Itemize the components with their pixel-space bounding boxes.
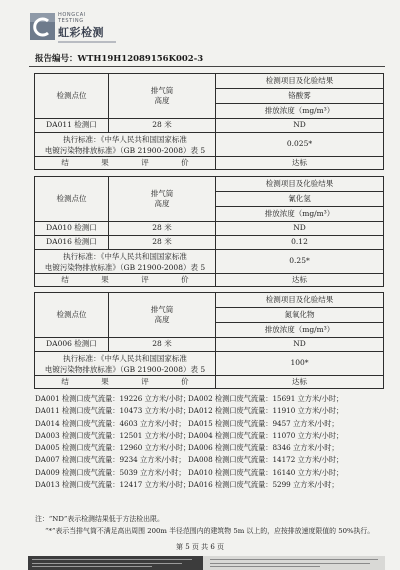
evaluation-row [35, 157, 384, 170]
report-number-value: WTH19H12089156K002-3 [77, 54, 204, 64]
sampling-point: DA006 检测口 [35, 338, 109, 352]
test-item-name: 氮氧化物 [216, 308, 384, 323]
evaluation-result: 达标 [216, 157, 384, 170]
header-point: 检测点位 [35, 74, 109, 119]
test-item-name: 铬酸雾 [216, 89, 384, 104]
footer-text-line [32, 559, 192, 560]
flow-entry: DA008 检测口废气流量：14172 立方米/小时； [188, 455, 344, 465]
unit-label: 排放浓度（mg/m³） [216, 207, 384, 222]
unit-label: 排放浓度（mg/m³） [216, 323, 384, 338]
exhaust-flow-list [35, 393, 385, 491]
page-number: 第 5 页 共 6 页 [175, 543, 225, 551]
standard-text [35, 352, 216, 376]
flow-entry: DA010 检测口废气流量：16140 立方米/小时； [188, 467, 344, 477]
standard-line: 电镀污染物排放标准》（GB 21900-2008）表 5 [44, 262, 206, 272]
flow-row [35, 479, 385, 491]
stack-height: 28 米 [109, 222, 216, 236]
report-number-label: 报告编号： [35, 54, 78, 64]
flow-entry: DA004 检测口废气流量：11070 立方米/小时； [188, 430, 344, 440]
flow-entry: DA015 检测口废气流量：9457 立方米/小时； [188, 418, 339, 428]
flow-entry: DA016 检测口废气流量：5299 立方米/小时； [188, 480, 339, 490]
standard-line: 电镀污染物排放标准》（GB 21900-2008）表 5 [44, 364, 206, 374]
evaluation-result: 达标 [216, 274, 384, 287]
standard-line: 电镀污染物排放标准》（GB 21900-2008）表 5 [44, 145, 206, 155]
flow-row [35, 454, 385, 466]
table-header-row [35, 293, 384, 308]
standard-line: 执行标准：《中华人民共和国国家标准 [63, 353, 187, 363]
unit-label: 排放浓度（mg/m³） [216, 104, 384, 119]
limit-value: 0.25* [216, 250, 384, 274]
evaluation-result: 达标 [216, 376, 384, 389]
sampling-point: DA010 检测口 [35, 222, 109, 236]
evaluation-label: 结 果 评 价 [35, 157, 216, 170]
flow-entry: DA011 检测口废气流量：10473 立方米/小时； [35, 406, 191, 416]
flow-entry: DA006 检测口废气流量：8346 立方米/小时； [188, 443, 339, 453]
stack-height: 28 米 [109, 338, 216, 352]
table-header-row [35, 177, 384, 192]
flow-entry: DA002 检测口废气流量：15691 立方米/小时； [188, 394, 344, 403]
flow-entry: DA014 检测口废气流量：4603 立方米/小时； [35, 418, 186, 428]
footer-band [28, 556, 385, 570]
standard-line: 执行标准：《中华人民共和国国家标准 [63, 251, 187, 261]
header-height [109, 74, 216, 119]
header-height [109, 293, 216, 338]
standard-line: 执行标准：《中华人民共和国国家标准 [63, 134, 187, 144]
note-asterisk: “*”表示当排气筒不满足高出周围 200m 半径范围内的建筑物 5m 以上的，应按排放速度限值的 50%执行。 [45, 527, 375, 535]
result-table [34, 292, 384, 389]
result-table [34, 73, 384, 170]
table-row [35, 338, 384, 352]
result-value: 0.12 [216, 236, 384, 250]
notes [35, 513, 385, 537]
flow-entry: DA005 检测口废气流量：12960 立方米/小时； [35, 443, 191, 453]
header-point: 检测点位 [35, 293, 109, 338]
flow-row [35, 442, 385, 454]
evaluation-row [35, 376, 384, 389]
flow-row [35, 467, 385, 479]
flow-entry: DA012 检测口废气流量：11910 立方米/小时； [188, 406, 344, 416]
stack-height: 28 米 [109, 236, 216, 250]
table-row [35, 119, 384, 133]
table-header-row [35, 74, 384, 89]
flow-entry: DA003 检测口废气流量：12501 立方米/小时； [35, 430, 191, 440]
footer-text-line [210, 559, 378, 560]
standard-row [35, 250, 384, 274]
header-height [109, 177, 216, 222]
report-number [35, 52, 203, 64]
flow-row [35, 393, 385, 405]
company-logo [30, 11, 150, 47]
flow-entry: DA013 检测口废气流量：12417 立方米/小时； [35, 480, 191, 490]
footer-text-line [32, 563, 182, 564]
flow-entry: DA001 检测口废气流量：19226 立方米/小时； [35, 394, 191, 403]
standard-row [35, 352, 384, 376]
stack-height: 28 米 [109, 119, 216, 133]
sampling-point: DA011 检测口 [35, 119, 109, 133]
logo-icon [30, 13, 55, 40]
table-row [35, 236, 384, 250]
evaluation-label: 结 果 评 价 [35, 376, 216, 389]
result-value: ND [216, 119, 384, 133]
header-items: 检测项目及化验结果 [216, 177, 384, 192]
test-item-name: 氰化氢 [216, 192, 384, 207]
brand-subtitle-mark [58, 41, 116, 43]
footer-text-line [210, 566, 320, 567]
flow-entry: DA007 检测口废气流量：9234 立方米/小时； [35, 455, 186, 465]
flow-row [35, 405, 385, 417]
note-nd: 注：“ND”表示检测结果低于方法检出限。 [35, 515, 164, 523]
footer-text-line [210, 563, 370, 564]
result-value: ND [216, 222, 384, 236]
header-point: 检测点位 [35, 177, 109, 222]
standard-text [35, 250, 216, 274]
table-row [35, 222, 384, 236]
sampling-point: DA016 检测口 [35, 236, 109, 250]
limit-value: 0.025* [216, 133, 384, 157]
limit-value: 100* [216, 352, 384, 376]
header-height-label: 排气筒高度 [150, 304, 174, 324]
footer-text-line [32, 566, 152, 567]
flow-row [35, 430, 385, 442]
result-value: ND [216, 338, 384, 352]
brand-english-line1: HONGCAI [58, 12, 86, 18]
flow-row [35, 418, 385, 430]
header-items: 检测项目及化验结果 [216, 293, 384, 308]
brand-chinese: 虹彩检测 [58, 26, 104, 39]
standard-text [35, 133, 216, 157]
header-height-label: 排气筒高度 [150, 188, 174, 208]
evaluation-label: 结 果 评 价 [35, 274, 216, 287]
brand-english-line2: TESTING [58, 18, 84, 24]
header-divider [29, 66, 385, 67]
header-items: 检测项目及化验结果 [216, 74, 384, 89]
flow-entry: DA009 检测口废气流量：5039 立方米/小时； [35, 467, 186, 477]
result-table [34, 176, 384, 287]
evaluation-row [35, 274, 384, 287]
header-height-label: 排气筒高度 [150, 85, 174, 105]
standard-row [35, 133, 384, 157]
